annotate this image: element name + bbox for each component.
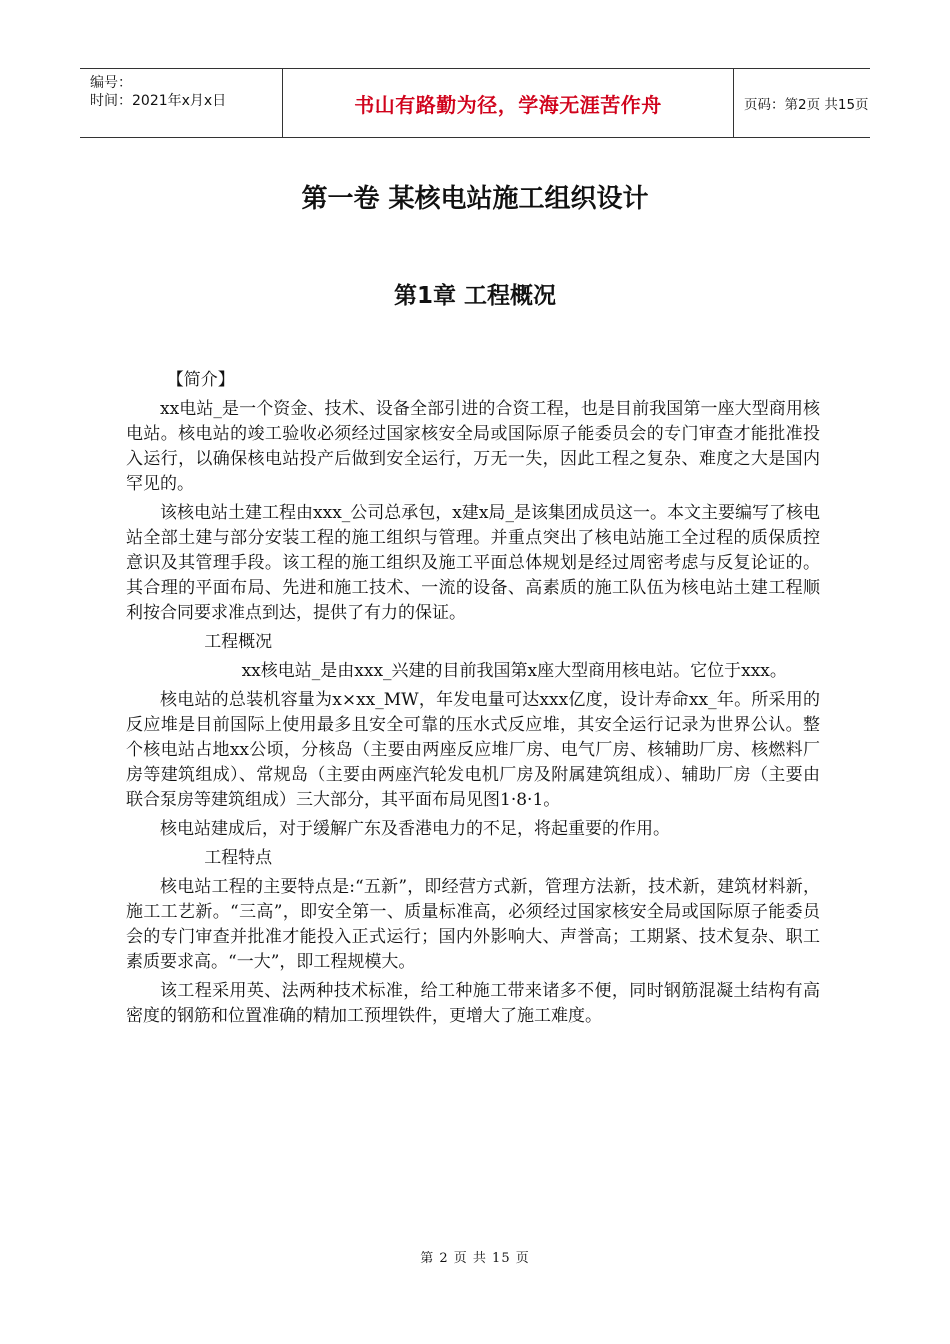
paragraph: 核电站建成后，对于缓解广东及香港电力的不足，将起重要的作用。 [160, 819, 670, 839]
intro-label: 【简介】 [166, 370, 235, 390]
chapter-title: 第1章 工程概况 [393, 283, 556, 309]
paragraph: 该工程采用英、法两种技术标准，给工种施工带来诸多不便，同时钢筋混凝土结构有高密度的钢筋和位置准确的精加工预埋铁件，更增大了施工难度。 [126, 981, 820, 1026]
header-motto: 书山有路勤为径，学海无涯苦作舟 [354, 92, 662, 117]
section-heading-overview: 工程概况 [204, 632, 273, 652]
page-footer: 第 2 页 共 15 页 [420, 1251, 530, 1266]
paragraph: xx电站_是一个资金、技术、设备全部引进的合资工程，也是目前我国第一座大型商用核电站。核电站的竣工验收必须经过国家核安全局或国际原子能委员会的专门审查才能批准投入运行，以确保核电站投产后做到安全运行，万无一失，因此工程之复杂、难度之大是国内罕见的。 [126, 399, 820, 494]
paragraph: 核电站工程的主要特点是:“五新”，即经营方式新，管理方法新，技术新，建筑材料新，施工工艺新。“三高”，即安全第一、质量标准高，必须经过国家核安全局或国际原子能委员会的专门审查并批准才能投入正式运行；国内外影响大、声誉高；工期紧、技术复杂、职工素质要求高。“一大”，即工程规模大。 [126, 877, 820, 972]
section-heading-features: 工程特点 [204, 848, 273, 868]
document-body [126, 368, 820, 1033]
header-meta-cell [80, 69, 282, 137]
paragraph: 核电站的总装机容量为x×xx_MW，年发电量可达xxx亿度，设计寿命xx_年。所采用的反应堆是目前国际上使用最多且安全可靠的压水式反应堆，其安全运行记录为世界公认。整个核电站占地xx公顷，分核岛（主要由两座反应堆厂房、电气厂房、核辅助厂房、核燃料厂房等建筑组成）、常规岛（主要由两座汽轮发电机厂房及附属建筑组成）、辅助厂房（主要由联合泵房等建筑组成）三大部分，其平面布局见图1·8·1。 [126, 690, 820, 810]
paragraph: 该核电站土建工程由xxx_公司总承包，x建x局_是该集团成员这一。本文主要编写了核电站全部土建与部分安装工程的施工组织与管理。并重点突出了核电站施工全过程的质保质控意识及其管理手段。该工程的施工组织及施工平面总体规划是经过周密考虑与反复论证的。其合理的平面布局、先进和施工技术、一流的设备、高素质的施工队伍为核电站土建工程顺利按合同要求准点到达，提供了有力的保证。 [126, 503, 820, 623]
document-header [80, 68, 870, 138]
header-page-cell [734, 69, 870, 137]
paragraph: xx核电站_是由xxx_兴建的目前我国第x座大型商用核电站。它位于xxx。 [241, 661, 787, 681]
header-page-number: 页码：第2页 共15页 [744, 97, 869, 113]
document-time-label: 时间：2021年x月x日 [90, 93, 227, 109]
volume-title: 第一卷 某核电站施工组织设计 [301, 184, 649, 214]
document-number-label: 编号： [90, 75, 132, 91]
header-motto-cell [282, 69, 734, 137]
